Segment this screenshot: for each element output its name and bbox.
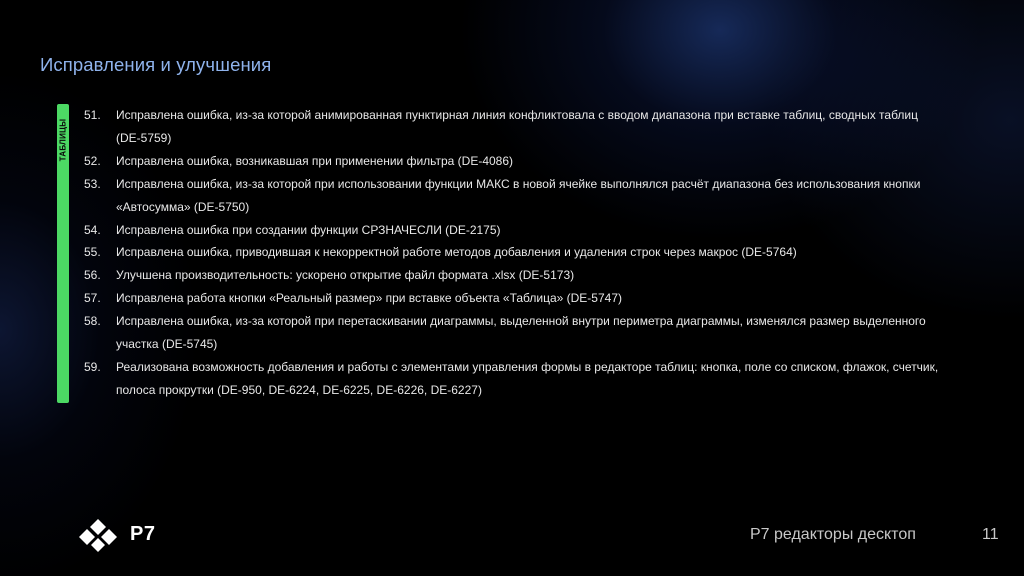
item-text: Исправлена ошибка, возникавшая при применении фильтра (DE-4086) xyxy=(116,153,514,168)
logo-text: Р7 xyxy=(130,523,156,545)
page-title: Исправления и улучшения xyxy=(40,54,272,75)
item-number: 54. xyxy=(84,222,101,237)
item-text: Улучшена производительность: ускорено открытие файл формата .xlsx (DE-5173) xyxy=(116,268,575,283)
item-number: 58. xyxy=(84,314,101,329)
list-item xyxy=(84,104,944,150)
list-item xyxy=(84,150,944,173)
item-text: Исправлена ошибка, из-за которой при перетаскивании диаграммы, выделенной внутри периметра диаграммы, изменялся размер выделенного участка (DE-5745) xyxy=(116,314,926,352)
item-number: 56. xyxy=(84,268,101,283)
category-label: ТАБЛИЦЫ xyxy=(58,118,68,162)
list-item xyxy=(84,173,944,219)
list-item xyxy=(84,287,944,310)
item-text: Исправлена ошибка, приводившая к некорректной работе методов добавления и удаления строк через макрос (DE-5764) xyxy=(116,245,797,260)
item-number: 59. xyxy=(84,359,101,374)
item-number: 53. xyxy=(84,176,101,191)
page-number: 11 xyxy=(982,526,999,543)
item-number: 52. xyxy=(84,153,101,168)
item-text: Исправлена ошибка, из-за которой анимированная пунктирная линия конфликтовала с вводом диапазона при вставке таблиц, сводных таблиц (DE-5759) xyxy=(116,108,919,145)
list-item xyxy=(84,264,944,287)
item-text: Исправлена ошибка при создании функции СРЗНАЧЕСЛИ (DE-2175) xyxy=(116,222,501,237)
fix-list xyxy=(84,104,944,402)
list-item xyxy=(84,241,944,264)
footer-product-text: Р7 редакторы десктоп xyxy=(750,526,916,543)
item-text: Исправлена работа кнопки «Реальный размер» при вставке объекта «Таблица» (DE-5747) xyxy=(116,291,622,306)
item-number: 55. xyxy=(84,245,101,260)
item-number: 51. xyxy=(84,108,101,122)
item-text: Исправлена ошибка, из-за которой при использовании функции МАКС в новой ячейке выполнялся расчёт диапазона без использования кнопки «Автосумма» (DE-5750) xyxy=(116,176,921,214)
r7-diamond-logo-icon xyxy=(74,518,122,554)
list-item xyxy=(84,219,944,242)
item-number: 57. xyxy=(84,291,101,306)
list-item xyxy=(84,356,944,402)
list-item xyxy=(84,310,944,356)
item-text: Реализована возможность добавления и работы с элементами управления формы в редакторе таблиц: кнопка, поле со списком, флажок, счетчик, полоса прокрутки (DE-950, DE-6224, DE-6225, DE-6226, DE-6227) xyxy=(116,359,939,397)
